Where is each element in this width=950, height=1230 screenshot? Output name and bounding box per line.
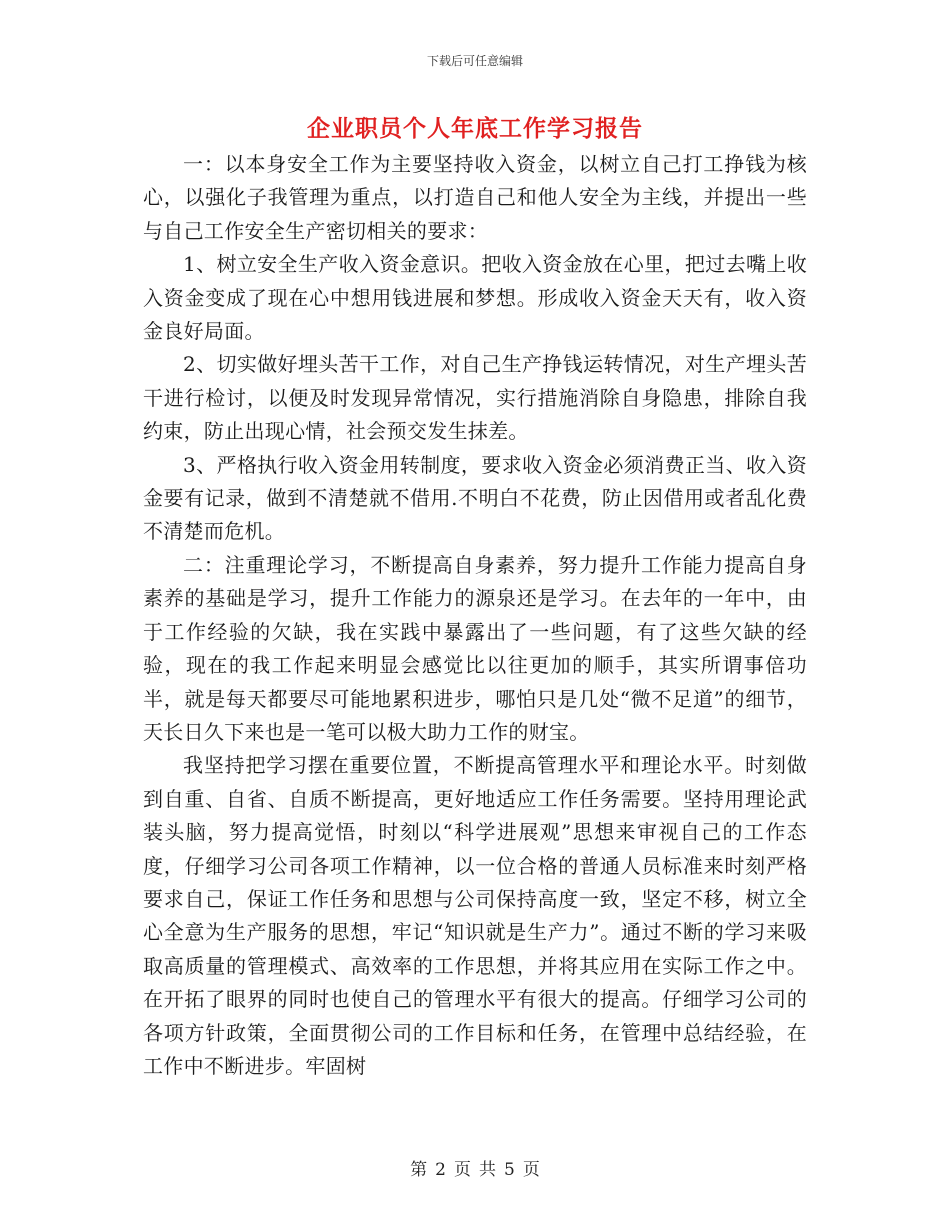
paragraph: 我坚持把学习摆在重要位置，不断提高管理水平和理论水平。时刻做到自重、自省、自质不断提高，更好地适应工作任务需要。坚持用理论武装头脑，努力提高觉悟，时刻以“科学进展观”思想来审视自己的工作态度，仔细学习公司各项工作精神，以一位合格的普通人员标准来时刻严格要求自己，保证工作任务和思想与公司保持高度一致，坚定不移，树立全心全意为生产服务的思想，牢记“知识就是生产力”。通过不断的学习来吸取高质量的管理模式、高效率的工作思想，并将其应用在实际工作之中。在开拓了眼界的同时也使自己的管理水平有很大的提高。仔细学习公司的各项方针政策，全面贯彻公司的工作目标和任务，在管理中总结经验，在工作中不断进步。牢固树 — [143, 753, 807, 1078]
footer-page-word: 页 — [454, 1160, 471, 1180]
page-number-footer — [0, 1155, 950, 1180]
page-header-note: 下载后可任意编辑 — [426, 54, 523, 68]
paragraph: 二：注重理论学习，不断提高自身素养，努力提升工作能力提高自身素养的基础是学习，提升工作能力的源泉还是学习。在去年的一年中，由于工作经验的欠缺，我在实践中暴露出了一些问题，有了这些欠缺的经验，现在的我工作起来明显会感觉比以往更加的顺手，其实所谓事倍功半，就是每天都要尽可能地累积进步，哪怕只是几处“微不足道”的细节，天长日久下来也是一笔可以极大助力工作的财宝。 — [143, 552, 807, 744]
paragraph: 2、切实做好埋头苦干工作，对自己生产挣钱运转情况，对生产埋头苦干进行检讨，以便及时发现异常情况，实行措施消除自身隐患，排除自我约束，防止出现心情，社会预交发生抹差。 — [143, 352, 807, 444]
footer-suffix: 页 — [522, 1160, 540, 1180]
document-body — [143, 148, 807, 1083]
footer-prefix: 第 — [410, 1160, 428, 1180]
paragraph: 3、严格执行收入资金用转制度，要求收入资金必须消费正当、收入资金要有记录，做到不清楚就不借用.不明白不花费，防止因借用或者乱化费不清楚而危机。 — [143, 452, 807, 544]
footer-total-prefix: 共 — [479, 1160, 496, 1180]
total-page-count: 5 — [504, 1160, 515, 1180]
paragraph: 一：以本身安全工作为主要坚持收入资金，以树立自己打工挣钱为核心，以强化子我管理为重点，以打造自己和他人安全为主线，并提出一些与自己工作安全生产密切相关的要求： — [143, 152, 807, 243]
current-page-number: 2 — [435, 1160, 446, 1180]
document-title: 企业职员个人年底工作学习报告 — [307, 115, 643, 142]
paragraph: 1、树立安全生产收入资金意识。把收入资金放在心里，把过去嘴上收入资金变成了现在心中想用钱进展和梦想。形成收入资金天天有，收入资金良好局面。 — [143, 252, 807, 344]
